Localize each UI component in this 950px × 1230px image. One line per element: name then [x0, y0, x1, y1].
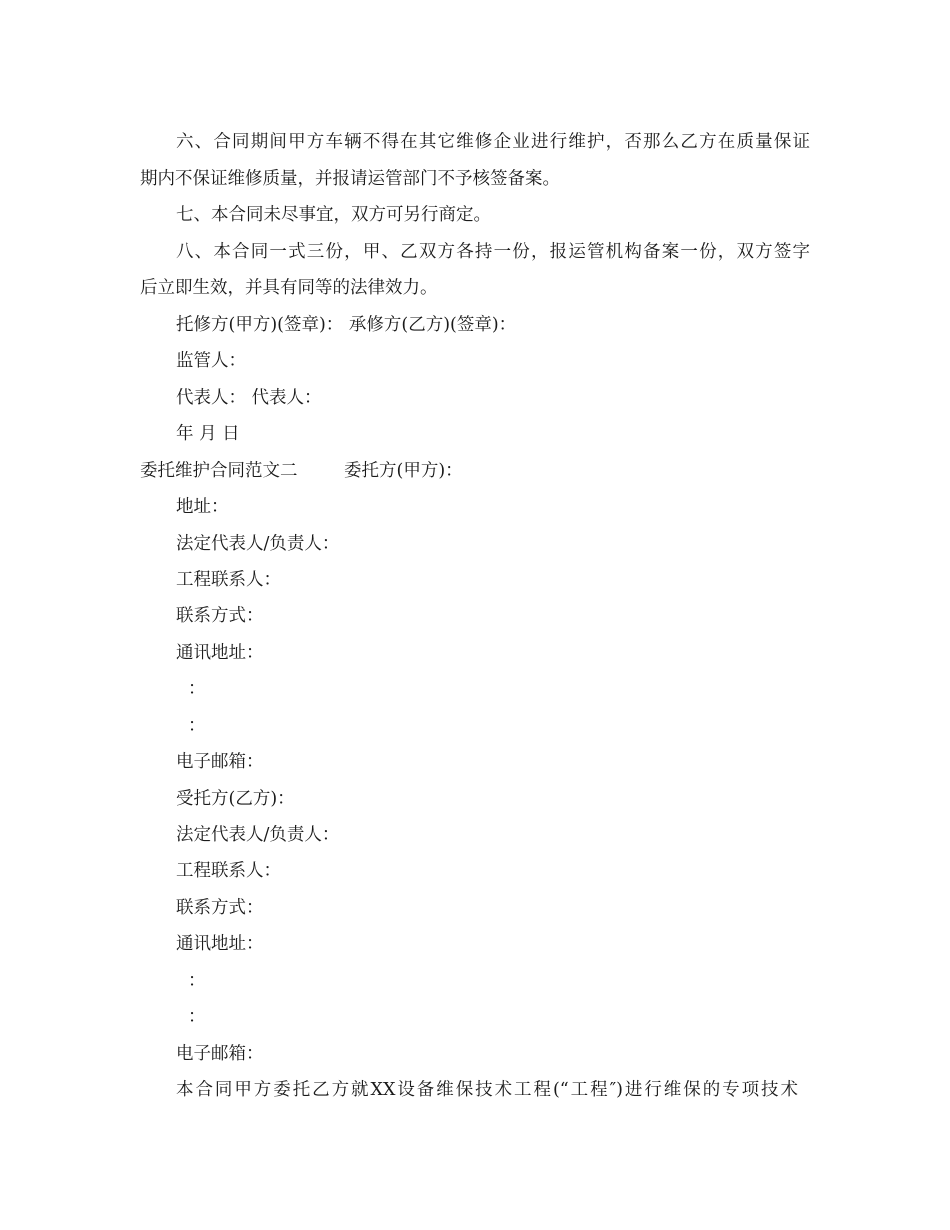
- blank-field-b-1: ：: [188, 971, 206, 991]
- contact-method-label-a: 联系方式：: [176, 606, 264, 626]
- contract-intro-line: 本合同甲方委托乙方就XX设备维保技术工程(“工程″)进行维保的专项技术: [176, 1080, 798, 1100]
- contact-method-label-b: 联系方式：: [176, 898, 264, 918]
- address-label: 地址：: [176, 497, 229, 517]
- legal-rep-label-b: 法定代表人/负责人：: [176, 825, 340, 845]
- signature-parties: 托修方(甲方)(签章)： 承修方(乙方)(签章)：: [176, 315, 517, 335]
- blank-field-b-2: ：: [188, 1007, 206, 1027]
- paragraph-7: 七、本合同未尽事宜，双方可另行商定。: [176, 205, 491, 225]
- representative-labels: 代表人： 代表人：: [176, 388, 322, 408]
- email-label-a: 电子邮箱：: [176, 752, 264, 772]
- paragraph-8-line-2: 后立即生效，并具有同等的法律效力。: [140, 278, 438, 298]
- blank-field-a-2: ：: [188, 716, 206, 736]
- section-heading: 委托维护合同范文二: [140, 461, 298, 481]
- contractor-party-label: 受托方(乙方)：: [176, 789, 295, 809]
- project-contact-label-a: 工程联系人：: [176, 570, 281, 590]
- mailing-address-label-a: 通讯地址：: [176, 643, 264, 663]
- mailing-address-label-b: 通讯地址：: [176, 934, 264, 954]
- paragraph-6-line-2: 期内不保证维修质量，并报请运管部门不予核签备案。: [140, 169, 560, 189]
- paragraph-6-line-1: 六、合同期间甲方车辆不得在其它维修企业进行维护，否那么乙方在质量保证: [176, 132, 810, 152]
- legal-rep-label-a: 法定代表人/负责人：: [176, 534, 340, 554]
- supervisor-label: 监管人：: [176, 351, 246, 371]
- paragraph-8-line-1: 八、本合同一式三份，甲、乙双方各持一份，报运管机构备案一份，双方签字: [176, 242, 810, 262]
- project-contact-label-b: 工程联系人：: [176, 861, 281, 881]
- client-party-label: 委托方(甲方)：: [344, 461, 463, 481]
- email-label-b: 电子邮箱：: [176, 1044, 264, 1064]
- blank-field-a-1: ：: [188, 679, 206, 699]
- date-label: 年 月 日: [176, 424, 240, 444]
